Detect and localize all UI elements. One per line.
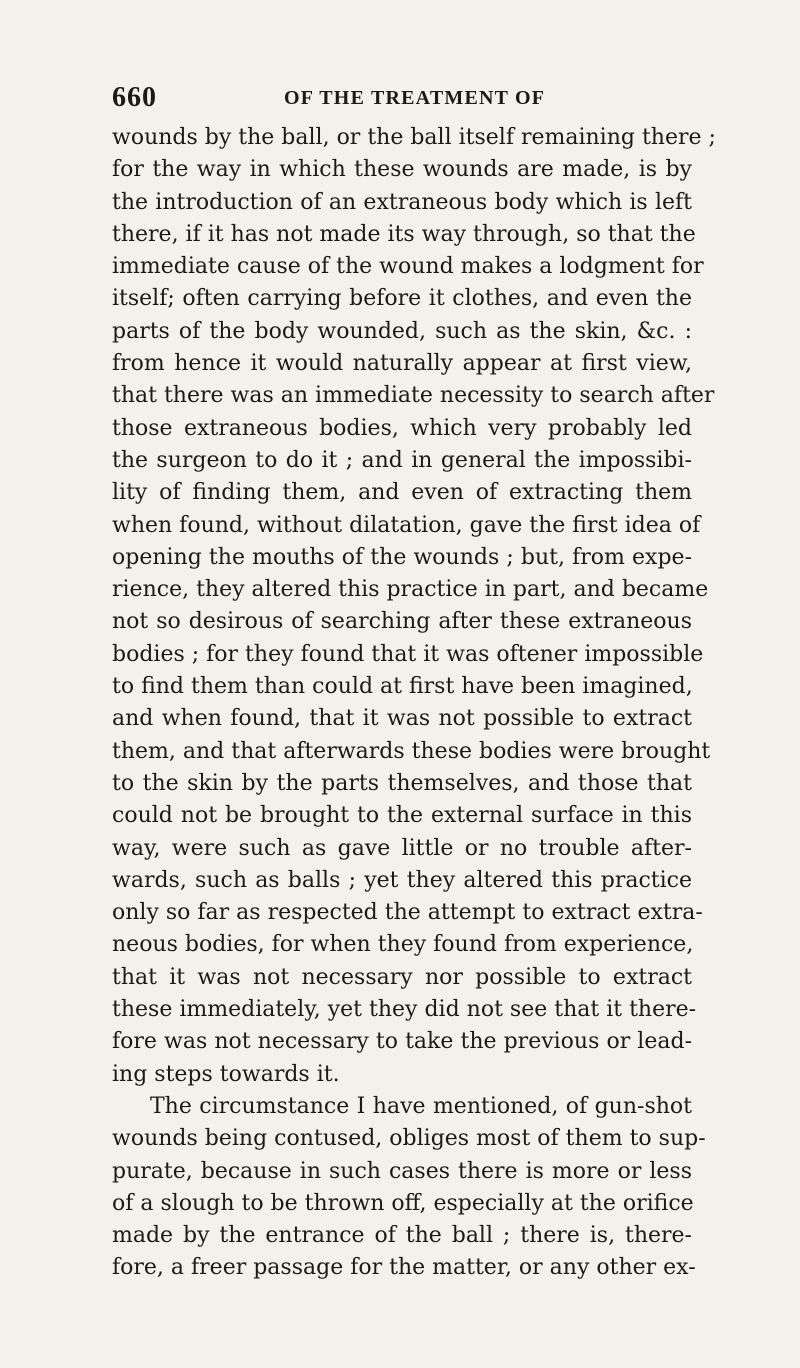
text-line: to find them than could at first have been imagined,	[112, 674, 693, 700]
text-line: that it was not necessary nor possible to extract	[112, 964, 692, 990]
text-line: wounds by the ball, or the ball itself remaining there ;	[112, 125, 716, 150]
text-line: the introduction of an extraneous body which is left	[112, 189, 692, 215]
text-line: the surgeon to do it ; and in general the impossibi-	[112, 447, 692, 473]
text-line: lity of finding them, and even of extracting them	[112, 480, 692, 506]
text-line: fore was not necessary to take the previous or lead-	[112, 1029, 692, 1055]
text-line: fore, a freer passage for the matter, or any other ex-	[112, 1255, 696, 1281]
text-line: that there was an immediate necessity to search after	[112, 383, 715, 409]
text-line: opening the mouths of the wounds ; but, from expe-	[112, 544, 692, 570]
running-head: OF THE TREATMENT OF	[284, 87, 546, 109]
page-header	[112, 80, 712, 116]
text-line-paragraph-start: The circumstance I have mentioned, of gun-shot	[150, 1093, 692, 1119]
body-text	[112, 122, 716, 1285]
text-line: only so far as respected the attempt to extract extra-	[112, 900, 703, 926]
text-line: of a slough to be thrown off, especially at the orifice	[112, 1190, 694, 1216]
text-line: parts of the body wounded, such as the skin, &c. :	[112, 318, 692, 344]
text-line: could not be brought to the external surface in this	[112, 803, 692, 829]
text-line: these immediately, yet they did not see that it there-	[112, 997, 697, 1023]
text-line: neous bodies, for when they found from experience,	[112, 932, 694, 958]
text-line: and when found, that it was not possible to extract	[112, 706, 692, 732]
text-line: to the skin by the parts themselves, and those that	[112, 770, 692, 796]
page-number: 660	[112, 82, 157, 113]
text-line: itself; often carrying before it clothes, and even the	[112, 286, 692, 312]
text-line: rience, they altered this practice in part, and became	[112, 577, 709, 603]
text-line: those extraneous bodies, which very probably led	[112, 415, 692, 441]
text-line: bodies ; for they found that it was oftener impossible	[112, 641, 704, 667]
text-line: made by the entrance of the ball ; there is, there-	[112, 1223, 692, 1249]
text-line: for the way in which these wounds are made, is by	[112, 157, 692, 183]
text-line: them, and that afterwards these bodies were brought	[112, 738, 711, 764]
text-line: way, were such as gave little or no trouble after-	[112, 835, 692, 861]
text-line: wounds being contused, obliges most of them to sup-	[112, 1126, 706, 1152]
text-line: from hence it would naturally appear at first view,	[112, 351, 692, 377]
text-line: purate, because in such cases there is more or less	[112, 1158, 692, 1184]
text-line: there, if it has not made its way through, so that the	[112, 221, 696, 247]
text-line: when found, without dilatation, gave the first idea of	[112, 512, 701, 538]
text-line: wards, such as balls ; yet they altered this practice	[112, 867, 692, 893]
text-line: immediate cause of the wound makes a lodgment for	[112, 254, 704, 280]
text-line: not so desirous of searching after these extraneous	[112, 609, 692, 635]
text-line-paragraph-end: ing steps towards it.	[112, 1061, 340, 1087]
